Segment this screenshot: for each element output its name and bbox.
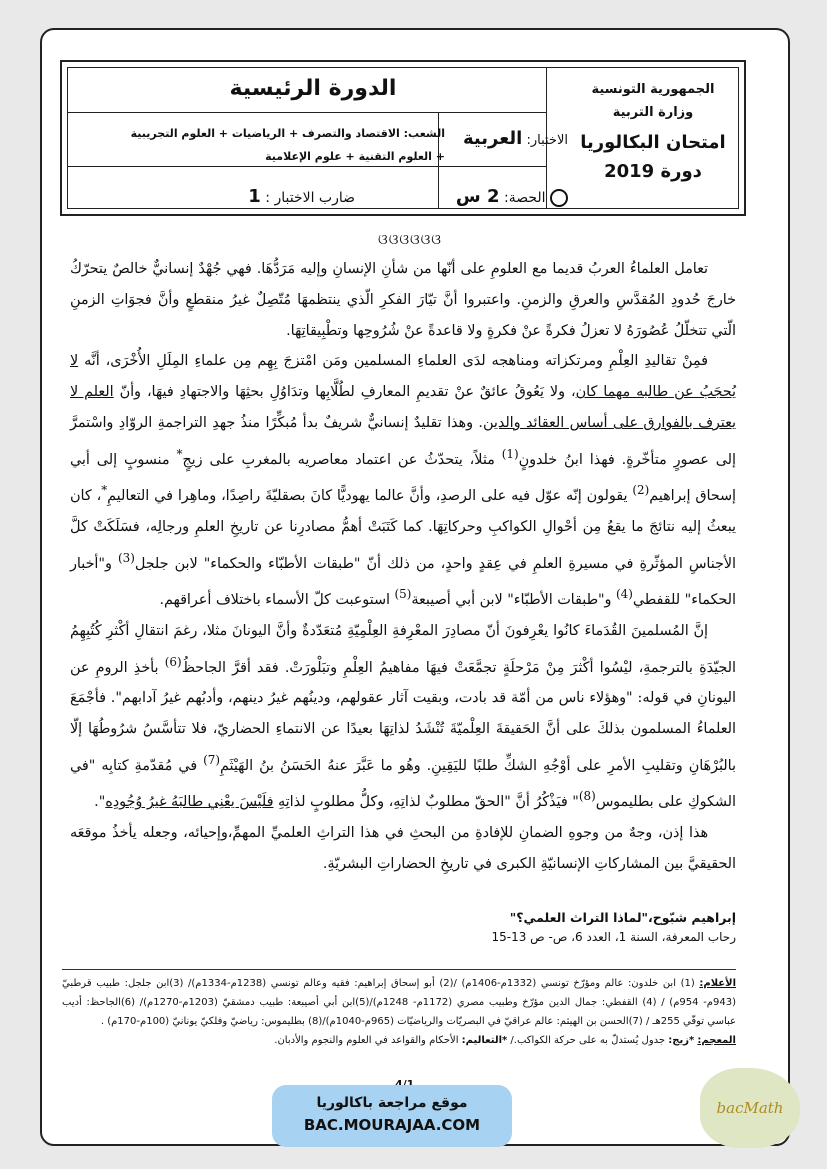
branches-line: + العلوم التقنية + علوم الإعلامية [265, 150, 445, 163]
header-divider [68, 112, 546, 113]
exam-header [60, 60, 746, 216]
underlined-phrase: العلم لا يعترف بالفوارق على أساس العقائد والدين [70, 384, 736, 431]
clock-icon [550, 189, 568, 207]
source-reference [230, 908, 736, 947]
ornament-divider: ଓଓଓଓଓଓ [378, 232, 442, 248]
bacmath-badge: bacMath [700, 1068, 800, 1148]
subject [448, 128, 568, 149]
banner-title: موقع مراجعة باكالوريا [316, 1095, 468, 1111]
main-text [70, 254, 736, 880]
paragraph: هذا إذن، وجهٌ من وجوهِ الضمانِ للإفادةِ من البحثِ في هذا التراثِ العلميِّ المهمِّ،وإحيائه، وجعله يأخذُ موقعَه الحقيقيَّ بين المشاركاتِ الإنسانيّةِ الكبرى في تاريخِ الحضاراتِ البشريّةِ. [70, 824, 736, 872]
branches-line: الشعب: الاقتصاد والتصرف + الرياضيات + العلوم التجريبية [130, 127, 445, 140]
paragraph: فمِنْ تقاليدِ العِلْمِ ومرتكزاته ومناهجه لدَى العلماءِ المسلمين ومَن امْتزجَ بِهِم مِن علماءِ المِلَلِ الأُخْرَى، أنَّه لا يُحجَبُ عن طالبه مهما كان، ولا يَعُوقُ عائقٌ عنْ تقديمِ المعارفِ لطُلَّابِها وتدَاوُلِ بحثِهَا والاجتهادِ فيهَا، وأنّ العلم لا يعترف بالفوارق على أساس العقائد والدين. وهذا تقليدٌ إنسانيٌّ شريفٌ بدأ مُبكِّرًا منذُ جهدِ التراجمةِ الروّادِ واسْتمرَّ إلى عصورٍ متأخّرةٍ. فهذا ابنُ خلدونٍ$^{(1)}$ مثلاً، يتحدّثُ عن اعتماد معاصريه بالمغربِ على زيجٍ* منسوبٍ إلى أبي إسحاق إبراهيم$^{(2)}$ يقولون إنّه عوّل فيه على الرصدِ، وأنَّ عالما يهوديًّا كانَ بصقليّةَ راصِدًا، وماهِرا في التعاليمِ*، كان يبعثُ إليه نتائجَ ما يقعُ مِن أحْوالِ الكواكبِ وحركاتِهَا. كما كَتَبَتْ أهمُّ مصادرِنا عن تاريخِ العلمِ ورجالِه، فسَلَكَتْ كلَّ الأجناسِ المؤثّرةِ في مسيرةِ العلمِ في عِقدٍ واحدٍ، من ذلك أنّ "طبقات الأطبّاء والحكماء" لابن جلجل$^{(3)}$ و"أخبار الحكماء" للقفطي$^{(4)}$ و"طبقات الأطبّاء" لابن أبي أصيبعة$^{(5)}$ استوعبت كلّ الأسماء باختلاف أعراقهم. [70, 353, 736, 609]
republic-name: الجمهورية التونسية [591, 82, 715, 97]
lexicon-ref: * [101, 483, 108, 498]
subject-value: العربية [463, 128, 523, 149]
site-banner[interactable] [272, 1085, 512, 1147]
footnotes [62, 974, 736, 1050]
footnote-separator [62, 969, 736, 970]
footnote-ref: (2) [632, 483, 650, 498]
underlined-phrase: لا يُحجَبُ عن طالبه مهما كان [70, 353, 736, 401]
paragraph: إنَّ المُسلمينَ القُدَماءَ كانُوا يعْرِفونَ أنّ مصادِرَ المعْرِفةِ العِلْمِيّةِ مُتعَدّدةٌ وأنَّ اليونانَ مثلا، رغمَ انتقالِ أكْثرِ كُتُبِهِمُ الجيّدَةِ بالترجمةِ، ليْسُوا أكْثرَ مِنْ مَرْحلَةٍ تجمَّعَتْ فيهَا مفاهيمُ العِلْمِ وتبَلْورَتْ. فقد أقرَّ الجاحظُ$^{(6)}$ بأخذِ الرومِ عن اليونانِ في قوله: "وهؤلاء ناس من أمّة قد بادت، وبقيت آثار عقولهم، ودينُهم غيرُ دينهم، وأدبُهم غيرُ آدابهم". فأجْمَعَ العلماءُ المسلمون بذلكَ على أنَّ الحَقيقةَ العِلْميّةَ تُنْشَدُ لذاتِهَا بعيدًا عن الانتماءِ الحضاريّ، فلا تتأسَّسُ شرُوطُهَا إلّا بالبُرْهَانِ وتقليبِ الأمرِ على أوْجُهِ الشكِّ طلبًا لليَقِينِ. وهُو ما عَبَّرَ عنهُ الحَسَنُ بنُ الهَيْثَمِ$^{(7)}$ في مُقدّمةِ كتابِه "في الشكوكِ على بطليموس$^{(8)}$" فيَذْكُرُ أنَّ "الحقّ مطلوبٌ لذاتِهِ، وكلُّ مطلوبٍ لذاتِهِ فلَيْسَ يعْنِي طالبَهُ غيرُ وُجُودِه". [70, 622, 736, 811]
lexicon-ref: * [176, 446, 183, 461]
exam-identity [578, 82, 728, 182]
coefficient [80, 186, 445, 207]
header-inner-frame [67, 67, 739, 209]
ministry-name: وزارة التربية [612, 105, 694, 120]
footnote-ref: (7) [203, 752, 221, 767]
footnote-ref: (6) [164, 654, 182, 669]
paragraph: تعامل العلماءُ العربُ قديما مع العلومِ على أنّها من شأنِ الإنسانِ وإليه مَرَدُّهَا. فهي جُهْدٌ إنسانيٌّ خالصٌ يتحرّكُ خارجَ حُدودِ المُقدَّسِ والعرقِ والزمنِ. واعتبروا أنَّ تيّارَ الفكرِ الّذي ينتظمهَا مُتّصِلٌ غيرُ منقطعٍ وأنَّ فجوَاتِ الزمنِ الّتي تتخلّلُ عُصُورَهُ لا تعزلُ فكرةً عنْ فكرةٍ ولا قاعدةً عنْ شُرُوحِها وتطْبِيقاتِهَا. [70, 261, 736, 339]
underlined-phrase: فلَيْسَ يعْنِي طالبَهُ غيرُ وُجُودِه [105, 794, 274, 811]
duration-value: 2 س [455, 186, 500, 207]
branches [80, 122, 445, 168]
duration-label: الحصة: [503, 190, 546, 206]
subject-label: الاختبار: [526, 133, 568, 148]
exam-title: امتحان البكالوريا [580, 132, 726, 153]
footnote-ref: (3) [117, 550, 135, 565]
footnote-ref: (1) [501, 446, 519, 461]
reference-author: إبراهيم شبّوح،"لماذا التراث العلمي؟" [509, 910, 736, 925]
session-year: دورة 2019 [604, 161, 702, 182]
footnote-ref: (5) [394, 587, 412, 602]
reference-source: رحاب المعرفة، السنة 1، العدد 6، ص- ص 13-15 [491, 930, 736, 944]
site-logo-icon [232, 1108, 260, 1130]
footnote-ref: (4) [615, 587, 633, 602]
lexicon-notes: المعجم: *زيج: جدول يُستدلّ به على حركة الكواكب./ *التعاليم: الأحكام والقواعد في العلوم والنجوم والأدبان. [274, 1035, 736, 1046]
people-notes: الأعلام: (1) ابن خلدون: عالم ومؤرّخ تونسي (1332م-1406م) /(2) أبو إسحاق إبراهيم: فقيه وعالم تونسي (1238م-1334م)/ (3)ابن جلجل: طبيب قرطبيّ (943م- 954م) / (4) القفطي: جمال الدين مؤرّخ وطبيب مصري (1172م- 1248م)/(5)ابن أبي أصيبعة: طبيب دمشقيّ (1203م-1270م)/ (6)الجاحظ: أديب عباسي توفّي 255هـ / (7)الحسن بن الهيثم: عالم عراقيّ في البصريّات والرياضيّات (965م-1040م)/(8) بطليموس: رياضيّ وفلكيّ يونانيّ (100م-170م) . [62, 978, 737, 1027]
coef-value: 1 [248, 186, 261, 207]
session-type: الدورة الرئيسية [229, 76, 397, 101]
banner-url[interactable]: BAC.MOURAJAA.COM [303, 1116, 481, 1134]
coef-label: ضارب الاختبار : [265, 190, 355, 206]
duration [448, 186, 568, 207]
lexicon-label: المعجم: [697, 1035, 736, 1046]
notes-label: الأعلام: [699, 978, 737, 989]
footnote-ref: (8) [578, 789, 596, 804]
site-logo-icon [530, 1108, 558, 1130]
